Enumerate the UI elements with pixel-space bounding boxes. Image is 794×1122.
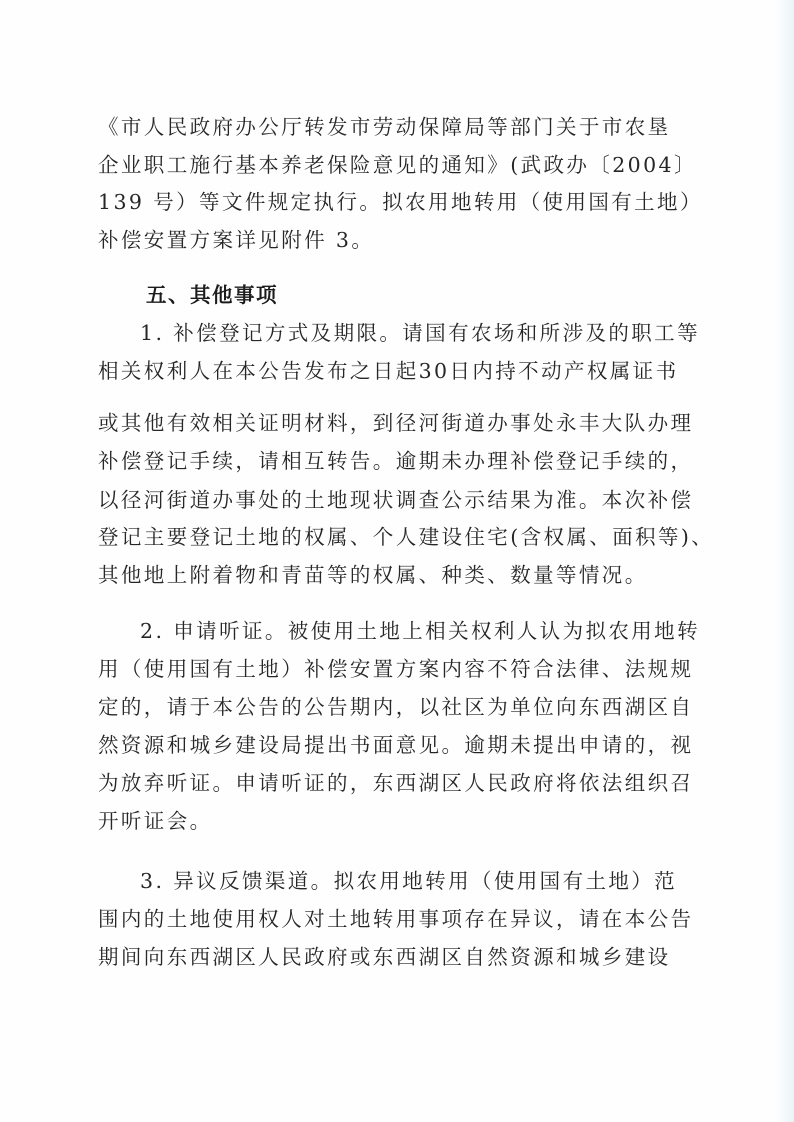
- item3-line: 围内的土地使用权人对土地转用事项存在异议，请在本公告: [98, 907, 694, 931]
- item1-line: 或其他有效相关证明材料，到径河街道办事处永丰大队办理: [98, 411, 694, 435]
- item1-line: 其他地上附着物和青苗等的权属、种类、数量等情况。: [98, 563, 648, 587]
- item1-line: 登记主要登记土地的权属、个人建设住宅(含权属、面积等)、: [98, 525, 715, 549]
- paragraph-line: 139 号）等文件规定执行。拟农用地转用（使用国有土地）: [98, 190, 703, 214]
- paragraph-line: 补偿安置方案详见附件 3。: [98, 228, 375, 252]
- item3-line: 3. 异议反馈渠道。拟农用地转用（使用国有土地）范: [140, 869, 678, 893]
- item2-line: 为放弃听证。申请听证的，东西湖区人民政府将依法组织召: [98, 771, 694, 795]
- item2-line: 用（使用国有土地）补偿安置方案内容不符合法律、法规规: [98, 657, 694, 681]
- item2-line: 开听证会。: [98, 809, 213, 833]
- item2-line: 定的，请于本公告的公告期内，以社区为单位向东西湖区自: [98, 695, 694, 719]
- item1-line: 以径河街道办事处的土地现状调查公示结果为准。本次补偿: [98, 488, 694, 512]
- paragraph-line: 企业职工施行基本养老保险意见的通知》(武政办〔2004〕: [98, 153, 697, 177]
- item2-line: 然资源和城乡建设局提出书面意见。逾期未提出申请的，视: [98, 733, 694, 757]
- item3-line: 期间向东西湖区人民政府或东西湖区自然资源和城乡建设: [98, 945, 671, 969]
- section-heading: 五、其他事项: [146, 283, 278, 307]
- paragraph-line: 《市人民政府办公厅转发市劳动保障局等部门关于市农垦: [98, 115, 671, 139]
- item1-line: 相关权利人在本公告发布之日起30日内持不动产权属证书: [98, 359, 679, 383]
- item1-line: 1. 补偿登记方式及期限。请国有农场和所涉及的职工等: [140, 321, 700, 345]
- scan-edge-artifact: [776, 0, 794, 1122]
- item1-line: 补偿登记手续，请相互转告。逾期未办理补偿登记手续的，: [98, 449, 694, 473]
- item2-line: 2. 申请听证。被使用土地上相关权利人认为拟农用地转: [140, 619, 700, 643]
